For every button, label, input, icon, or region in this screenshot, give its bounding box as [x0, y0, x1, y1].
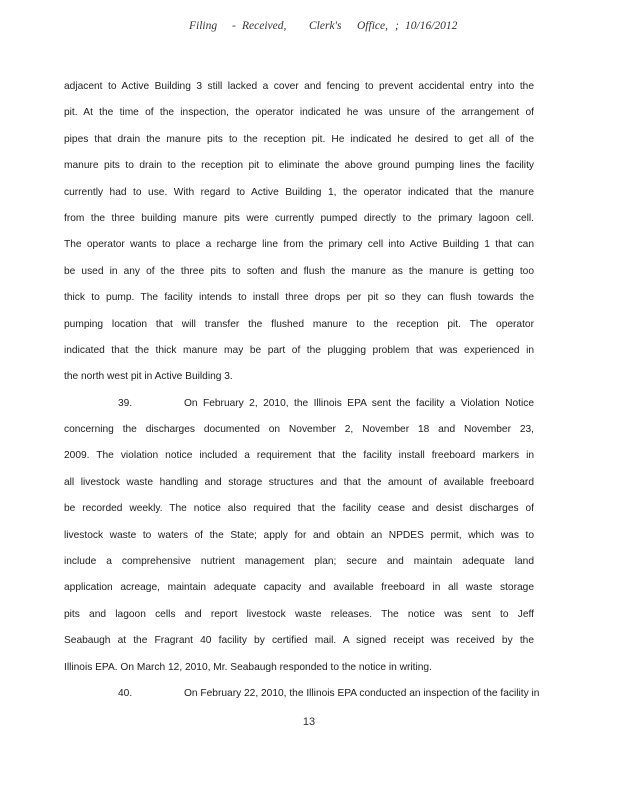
text-line: 2009. The violation notice included a requirement that the facility install freeboard markers in — [64, 450, 534, 462]
text-line: pumping location that will transfer the flushed manure to the reception pit. The operator — [64, 318, 534, 330]
text-line: be recorded weekly. The notice also required that the facility cease and desist discharges of — [64, 503, 534, 515]
text-line: the north west pit in Active Building 3. — [64, 371, 233, 383]
text-line: pit. At the time of the inspection, the operator indicated he was unsure of the arrangement of — [64, 107, 534, 119]
text-line: be used in any of the three pits to soften and flush the manure as the manure is getting too — [64, 265, 534, 277]
text-line: include a comprehensive nutrient management plan; secure and maintain adequate land — [64, 556, 534, 568]
paragraph-text: On February 2, 2010, the Illinois EPA sent the facility a Violation Notice — [184, 397, 534, 409]
text-line: all livestock waste handling and storage structures and that the amount of available freeboard — [64, 476, 534, 488]
stamp-filing: Filing — [189, 20, 218, 32]
text-line: thick to pump. The facility intends to install three drops per pit so they can flush towards the — [64, 292, 534, 304]
text-line: pipes that drain the manure pits to the reception pit. He indicated he desired to get all of the — [64, 133, 534, 145]
page-number: 13 — [302, 716, 316, 728]
text-line: application acreage, maintain adequate capacity and available freeboard in all waste storage — [64, 582, 534, 594]
stamp-clerks: Clerk's — [309, 20, 342, 32]
paragraph-40-first-line — [64, 681, 540, 707]
stamp-date: 10/16/2012 — [405, 20, 458, 32]
document-body — [64, 74, 540, 707]
stamp-mark: ; — [395, 20, 399, 32]
text-line: The operator wants to place a recharge line from the primary cell into Active Building 1 that can — [64, 239, 534, 251]
text-line: Seabaugh at the Fragrant 40 facility by certified mail. A signed receipt was received by the — [64, 635, 534, 647]
text-line: concerning the discharges documented on November 2, November 18 and November 23, — [64, 424, 534, 436]
paragraph-number: 39. — [118, 397, 133, 409]
paragraph-number: 40. — [118, 687, 133, 699]
text-line: manure pits to drain to the reception pit to eliminate the above ground pumping lines the facility — [64, 160, 534, 172]
text-line: Illinois EPA. On March 12, 2010, Mr. Seabaugh responded to the notice in writing. — [64, 661, 432, 673]
text-line: currently had to use. With regard to Active Building 1, the operator indicated that the manure — [64, 186, 534, 198]
text-line: adjacent to Active Building 3 still lacked a cover and fencing to prevent accidental entry into the — [64, 81, 534, 92]
stamp-dash: - — [232, 20, 236, 32]
text-line: indicated that the thick manure may be part of the plugging problem that was experienced in — [64, 344, 534, 356]
paragraph-39-first-line — [64, 391, 534, 417]
text-line: livestock waste to waters of the State; apply for and obtain an NPDES permit, which was to — [64, 529, 534, 541]
paragraph-text: On February 22, 2010, the Illinois EPA conducted an inspection of the facility in — [184, 687, 540, 699]
stamp-office: Office, — [357, 20, 388, 32]
text-line: from the three building manure pits were currently pumped directly to the primary lagoon cell. — [64, 212, 534, 224]
stamp-received: Received, — [242, 20, 287, 32]
text-line: pits and lagoon cells and report livestock waste releases. The notice was sent to Jeff — [64, 608, 534, 620]
